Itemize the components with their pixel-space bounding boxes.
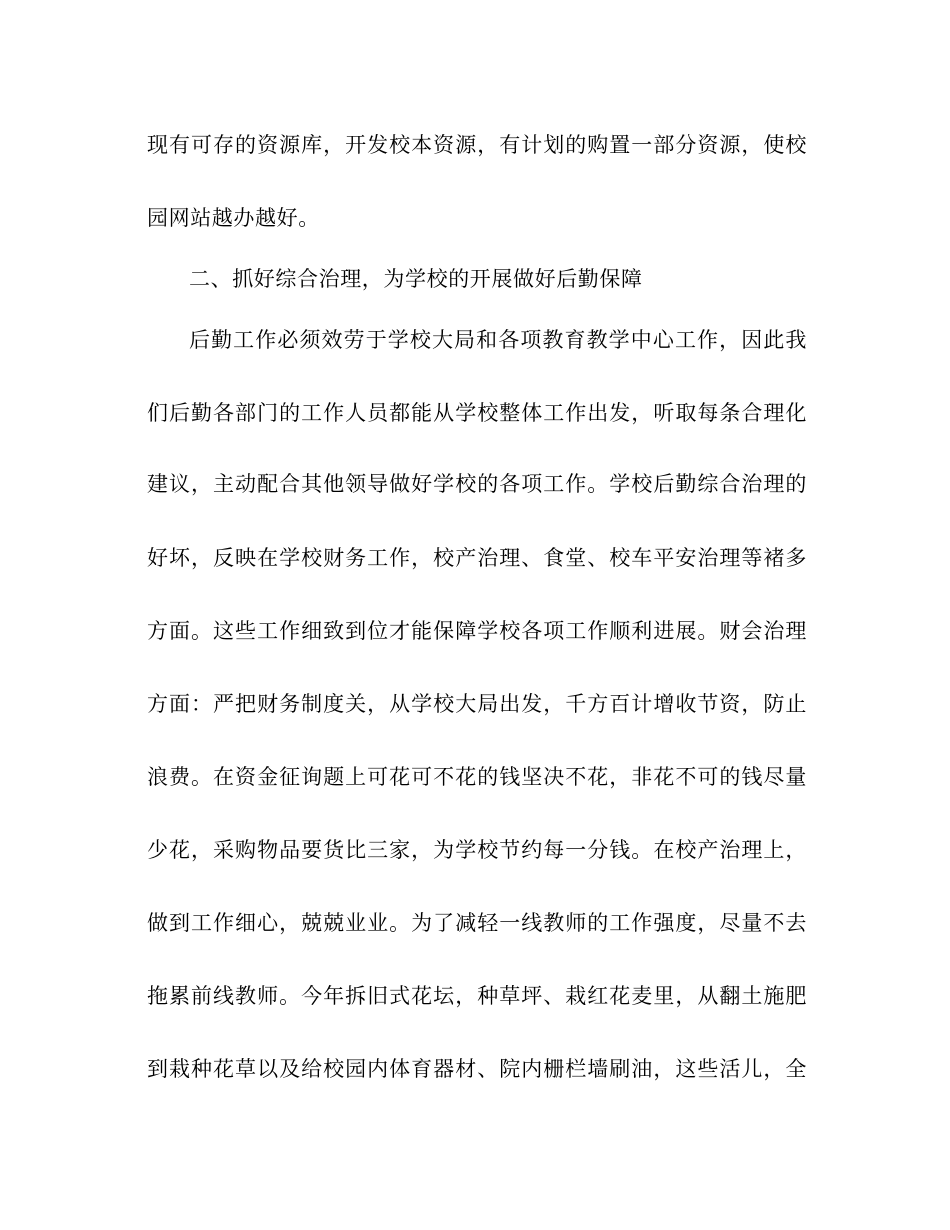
body-text-line: 拖累前线教师。今年拆旧式花坛，种草坪、栽红花麦里，从翻土施肥 bbox=[147, 984, 807, 1008]
body-text-line: 少花，采购物品要货比三家，为学校节约每一分钱。在校产治理上， bbox=[147, 838, 807, 862]
body-text-line: 方面：严把财务制度关，从学校大局出发，千方百计增收节资，防止 bbox=[147, 692, 807, 716]
body-text-line: 现有可存的资源库，开发校本资源，有计划的购置一部分资源，使校 bbox=[147, 133, 807, 157]
body-text-line: 园网站越办越好。 bbox=[147, 206, 320, 230]
body-text-line: 们后勤各部门的工作人员都能从学校整体工作出发，听取每条合理化 bbox=[147, 401, 807, 425]
section-heading: 二、抓好综合治理，为学校的开展做好后勤保障 bbox=[189, 267, 643, 291]
body-text-line: 到栽种花草以及给校园内体育器材、院内栅栏墙刷油，这些活儿，全 bbox=[147, 1057, 807, 1081]
body-text-line: 浪费。在资金征询题上可花可不花的钱坚决不花，非花不可的钱尽量 bbox=[147, 765, 807, 789]
body-text-line: 建议，主动配合其他领导做好学校的各项工作。学校后勤综合治理的 bbox=[147, 472, 807, 496]
body-text-line: 做到工作细心，兢兢业业。为了减轻一线教师的工作强度，尽量不去 bbox=[147, 911, 807, 935]
body-text-line: 后勤工作必须效劳于学校大局和各项教育教学中心工作，因此我 bbox=[189, 328, 807, 352]
body-text-line: 好坏，反映在学校财务工作，校产治理、食堂、校车平安治理等褚多 bbox=[147, 546, 807, 570]
body-text-line: 方面。这些工作细致到位才能保障学校各项工作顺利进展。财会治理 bbox=[147, 619, 807, 643]
